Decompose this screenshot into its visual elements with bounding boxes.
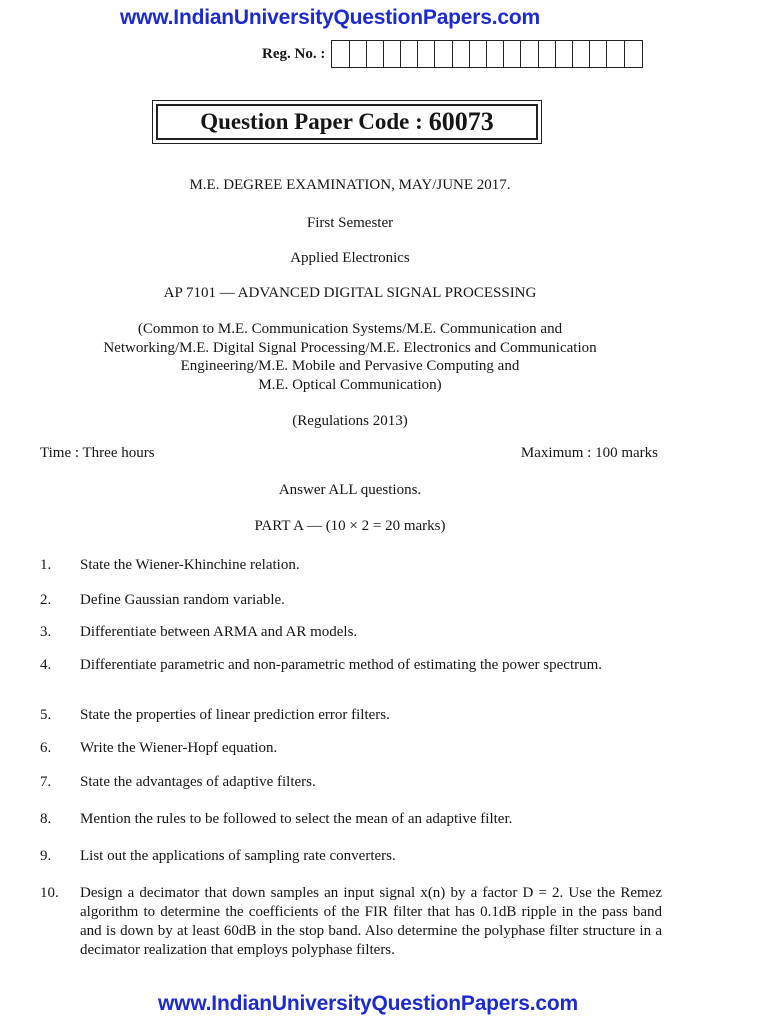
question-number: 4. (40, 657, 52, 673)
question-text: State the properties of linear prediction error filters. (80, 707, 390, 723)
common-line: Engineering/M.E. Mobile and Pervasive Computing and (180, 358, 520, 374)
reg-no-box (590, 41, 607, 67)
reg-no-box (453, 41, 470, 67)
reg-no-box (367, 41, 384, 67)
question-text: Differentiate parametric and non-parametric method of estimating the power spectrum. (80, 657, 603, 673)
question-text: Differentiate between ARMA and AR models. (80, 624, 358, 640)
part-a-heading: PART A — (10 × 2 = 20 marks) (254, 518, 446, 534)
subject: AP 7101 — ADVANCED DIGITAL SIGNAL PROCESSING (163, 285, 537, 301)
instruction: Answer ALL questions. (278, 482, 422, 498)
question-number: 9. (40, 848, 52, 864)
reg-no-box (418, 41, 435, 67)
reg-no-box (556, 41, 573, 67)
question-number: 7. (40, 774, 52, 790)
reg-no-box (625, 41, 642, 67)
common-line: M.E. Optical Communication) (258, 376, 442, 393)
watermark-bottom[interactable]: www.IndianUniversityQuestionPapers.com (158, 992, 578, 1015)
question-text: State the advantages of adaptive filters. (80, 774, 316, 790)
question-paper-code-number: 60073 (428, 107, 494, 136)
reg-no-box (470, 41, 487, 67)
reg-no-box (521, 41, 538, 67)
common-to (40, 320, 660, 394)
question-text: List out the applications of sampling rate converters. (80, 848, 396, 864)
question-number: 10. (40, 885, 59, 901)
regulations: (Regulations 2013) (292, 413, 408, 429)
question-number: 2. (40, 592, 52, 608)
question-number: 6. (40, 740, 52, 756)
question (40, 591, 662, 610)
time: Time : Three hours (40, 445, 155, 461)
question-paper-code-box (152, 100, 542, 144)
common-line: Networking/M.E. Digital Signal Processing/M.E. Electronics and Communication (103, 339, 597, 356)
reg-no-box (435, 41, 452, 67)
question-text: Design a decimator that down samples an input signal x(n) by a factor D = 2. Use the Remez algorithm to determine the coefficients of the FIR filter that has 0.1dB ripple in the pass band and is down by at least 60dB in the stop band. Also determine the polyphase filter structure in a decimator realization that employs polyphase filters. (80, 885, 662, 958)
question-number: 5. (40, 707, 52, 723)
question (40, 810, 662, 829)
question-number: 1. (40, 557, 52, 573)
question (40, 706, 662, 725)
question (40, 623, 662, 642)
reg-no-box (607, 41, 624, 67)
question-text: State the Wiener-Khinchine relation. (80, 557, 300, 573)
common-line: (Common to M.E. Communication Systems/M.E. Communication and (137, 321, 563, 337)
question-paper-code-label: Question Paper Code : (200, 109, 423, 134)
question-number: 8. (40, 811, 52, 827)
reg-no-box (573, 41, 590, 67)
reg-no (262, 40, 643, 68)
question-text: Mention the rules to be followed to select the mean of an adaptive filter. (80, 811, 513, 827)
question (40, 773, 662, 792)
reg-no-label: Reg. No. : (262, 45, 326, 62)
reg-no-box (332, 41, 349, 67)
reg-no-box (487, 41, 504, 67)
question (40, 739, 662, 758)
time-marks-row (40, 445, 658, 462)
question (40, 556, 662, 575)
reg-no-box (401, 41, 418, 67)
maximum-marks: Maximum : 100 marks (520, 445, 658, 461)
question (40, 656, 662, 675)
branch: Applied Electronics (290, 250, 410, 266)
question-text: Define Gaussian random variable. (80, 592, 285, 608)
question (40, 847, 662, 866)
watermark-top[interactable]: www.IndianUniversityQuestionPapers.com (120, 6, 540, 29)
reg-no-box (384, 41, 401, 67)
question (40, 884, 662, 960)
question-text: Write the Wiener-Hopf equation. (80, 740, 278, 756)
reg-no-box (539, 41, 556, 67)
exam-title: M.E. DEGREE EXAMINATION, MAY/JUNE 2017. (189, 177, 511, 193)
reg-no-box (350, 41, 367, 67)
semester: First Semester (306, 215, 394, 231)
reg-no-boxes (331, 40, 642, 68)
question-number: 3. (40, 624, 52, 640)
reg-no-box (504, 41, 521, 67)
